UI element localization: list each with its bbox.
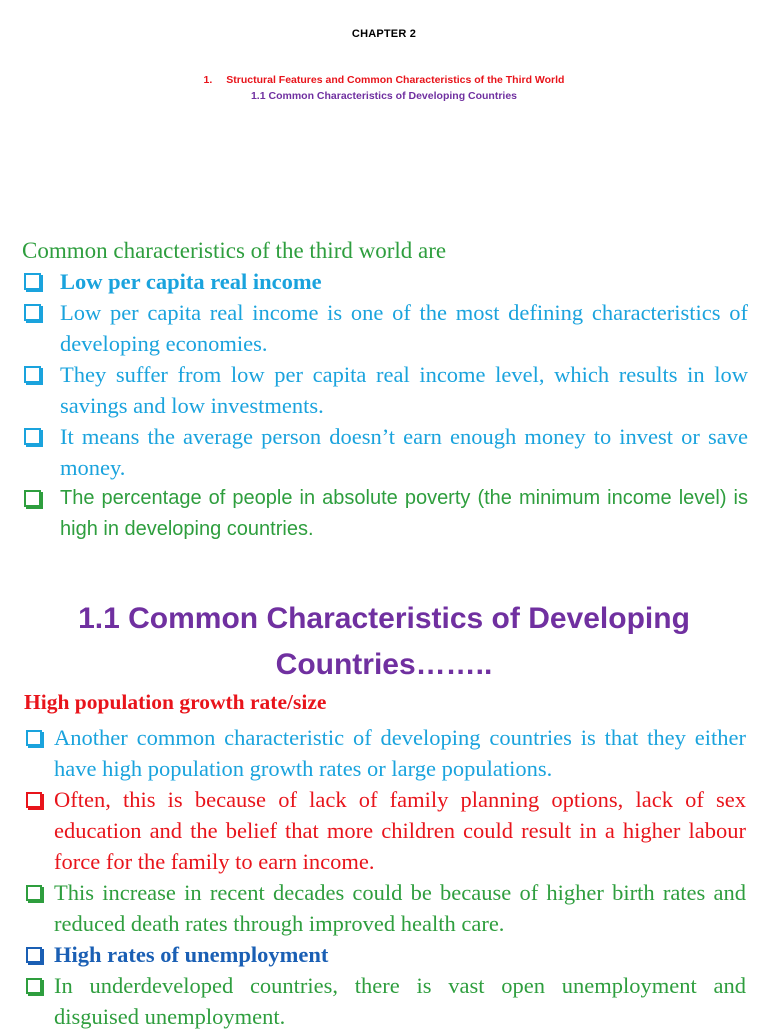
list-item: Often, this is because of lack of family planning options, lack of sex education and the belief that more children could result in a higher labour force for the family to earn income. [24,784,746,877]
section-title: Structural Features and Common Characteristics of the Third World [226,74,565,86]
list-item: They suffer from low per capita real income level, which results in low savings and low investments. [22,359,748,421]
list-item: High rates of unemployment [24,939,746,970]
checkbox-bullet-icon [26,885,42,901]
list-item: Low per capita real income is one of the most defining characteristics of developing economies. [22,297,748,359]
checkbox-bullet-icon [24,304,41,321]
chapter-label: CHAPTER 2 [351,28,417,40]
checkbox-bullet-icon [24,490,41,507]
checkbox-bullet-icon [26,792,42,808]
checkbox-bullet-icon [26,730,42,746]
characteristics-list [22,266,748,545]
checkbox-bullet-icon [24,366,41,383]
intro-text: Common characteristics of the third world are [22,238,447,263]
list-item: In underdeveloped countries, there is vast open unemployment and disguised unemployment. [24,970,746,1032]
population-list [24,722,746,1032]
checkbox-bullet-icon [24,428,41,445]
subsection-heading: 1.1 Common Characteristics of Developing Countries [250,90,518,102]
list-item: It means the average person doesn’t earn enough money to invest or save money. [22,421,748,483]
list-item: Low per capita real income [22,266,748,297]
checkbox-bullet-icon [26,947,42,963]
list-item: Another common characteristic of developing countries is that they either have high population growth rates or large populations. [24,722,746,784]
checkbox-bullet-icon [26,978,42,994]
section-number: 1. [203,74,213,86]
list-item: This increase in recent decades could be because of higher birth rates and reduced death rates through improved health care. [24,877,746,939]
checkbox-bullet-icon [24,273,41,290]
section-heading [0,74,768,86]
slide-title: 1.1 Common Characteristics of Developing Countries…….. [78,602,690,681]
subheading: High population growth rate/size [24,690,327,714]
list-item: The percentage of people in absolute poverty (the minimum income level) is high in developing countries. [22,483,748,545]
